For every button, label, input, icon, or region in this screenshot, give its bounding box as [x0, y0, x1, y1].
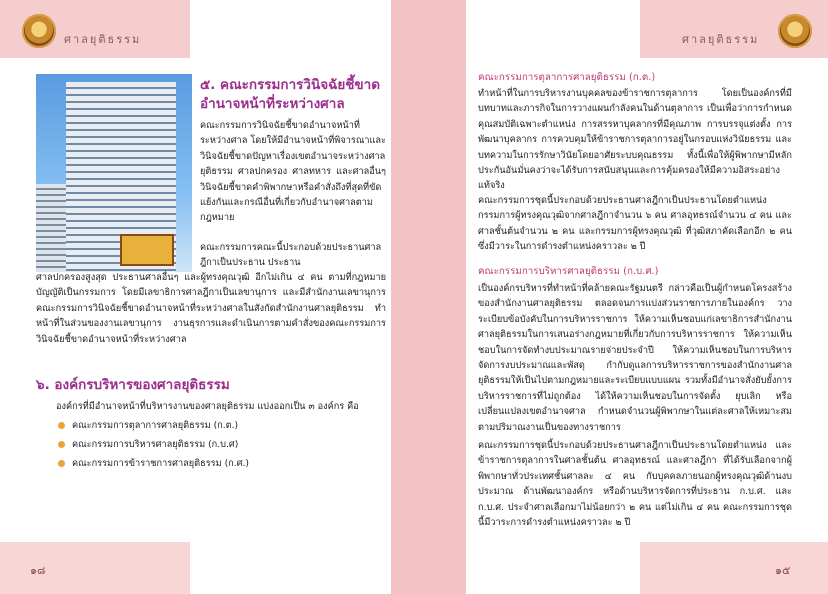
subsection-title-kbs: คณะกรรมการบริหารศาลยุติธรรม (ก.บ.ศ.): [478, 266, 659, 277]
brand-title-left: ศาลยุติธรรม: [64, 33, 142, 46]
footer-band-right: [640, 542, 828, 594]
gutter-left: [391, 0, 414, 594]
subsection-kbs-paragraph-1: เป็นองค์กรบริหารที่ทำหน้าที่คล้ายคณะรัฐมนตรี กล่าวคือเป็นผู้กำหนดโครงสร้างของสำนักงานศาลยุติธรรม ตลอดจนการแบ่งส่วนราชการภายในองค์กร วางระเบียบข้อบังคับในการบริหารราชการ ให้ความเห็นชอบแก่เลขาธิการสำนักงานศาลยุติธรรมในการเสนอร่างกฎหมายที่เกี่ยวกับการบริหารราชการ ให้ความเห็นชอบในการจัดทำงบประมาณรายจ่ายประจำปี ให้ความเห็นชอบในการบริหารจัดการงบประมาณและพัสดุ กำกับดูแลการบริหารราชการของสำนักงานศาลยุติธรรมให้เป็นไปตามกฎหมายและระเบียบแบบแผน รวมทั้งมีอำนาจสั่งยับยั้งการบริหารราชการที่ไม่ถูกต้อง ได้ให้ความเห็นชอบในการจัดตั้ง ยุบเลิก หรือเปลี่ยนแปลงเขตอำนาจศาล กำหนดจำนวนผู้พิพากษาในแต่ละศาลให้เหมาะสมตามปริมาณงานเป็นของทางราชการ: [478, 283, 792, 433]
bullet-icon: [58, 460, 65, 467]
subsection-kt-paragraph-2: คณะกรรมการชุดนี้ประกอบด้วยประธานศาลฎีกาเป็นประธานโดยตำแหน่ง กรรมการผู้ทรงคุณวุฒิจากศาลฎีกาจำนวน ๖ คน ศาลอุทธรณ์จำนวน ๔ คน และศาลชั้นต้นจำนวน ๒ คน และกรรมการผู้ทรงคุณวุฒิ ที่วุฒิสภาคัดเลือกอีก ๒ คน ซึ่งมีวาระในการดำรงตำแหน่งคราวละ ๒ ปี: [478, 195, 792, 253]
list-item: คณะกรรมการบริหารศาลยุติธรรม (ก.บ.ศ): [58, 435, 249, 454]
subsection-kt-paragraph-1: ทำหน้าที่ในการบริหารงานบุคคลของข้าราชการตุลาการ โดยเป็นองค์กรที่มีบทบาทและภารกิจในการวางแผนกำลังคนในด้านตุลาการ เป็นเพื่อว่าการกำหนดคุณสมบัติเฉพาะตำแหน่ง การสรรหาบุคลากรที่มีคุณภาพ การบรรจุแต่งตั้ง การพัฒนาบุคลากร การควบคุมให้ข้าราชการตุลาการอยู่ในกรอบแห่งวินัยธรรม และบทความในการรักษาวินัยโดยอาศัยระบบคุณธรรม ทั้งนี้เพื่อให้ผู้พิพากษามีหลักประกันอันมั่นคงว่าจะได้รับการสนับสนุนและการคุ้มครองให้มีความอิสระอย่างแท้จริง: [478, 88, 792, 192]
list-item: คณะกรรมการตุลาการศาลยุติธรรม (ก.ต.): [58, 416, 249, 435]
subsection-title-kt: คณะกรรมการตุลาการศาลยุติธรรม (ก.ต.): [478, 72, 656, 83]
subsection-kbs-paragraph-2: คณะกรรมการชุดนี้ประกอบด้วยประธานศาลฎีกาเป็นประธานโดยตำแหน่ง และข้าราชการตุลาการในศาลชั้นต้น ศาลอุทธรณ์ และศาลฎีกา ที่ได้รับเลือกจากผู้พิพากษาทั่วประเทศชั้นศาลละ ๔ คน กับบุคคลภายนอกผู้ทรงคุณวุฒิด้านงบประมาณ ด้านพัฒนาองค์กร หรือด้านบริหารจัดการที่ประธาน ก.บ.ศ. และ ก.บ.ศ. ประจำศาลเลือกมาไม่น้อยกว่า ๒ คน แต่ไม่เกิน ๔ คน คณะกรรมการชุดนี้มีวาระการดำรงตำแหน่งคราวละ ๒ ปี: [478, 440, 792, 529]
bullet-icon: [58, 422, 65, 429]
section6-title: ๖. องค์กรบริหารของศาลยุติธรรม: [36, 377, 230, 393]
footer-band-left: [0, 542, 190, 594]
list-item: คณะกรรมการข้าราชการศาลยุติธรรม (ก.ศ.): [58, 454, 249, 473]
court-seal-icon: [778, 14, 812, 48]
section5-paragraph-2b: ศาลปกครองสูงสุด ประธานศาลอื่นๆ และผู้ทรงคุณวุฒิ อีกไม่เกิน ๔ คน ตามที่กฎหมายบัญญัติเป็นกรรมการ โดยมีเลขาธิการศาลฎีกาเป็นเลขานุการ และมีสำนักงานเลขานุการคณะกรรมการวินิจฉัยชี้ขาดอำนาจหน้าที่ระหว่างศาลในสังกัดสำนักงานศาลยุติธรรม ทำหน้าที่ในส่วนของงานเลขานุการ งานธุรการและดำเนินการตามคำสั่งของคณะกรรมการวินิจฉัยชี้ขาดอำนาจหน้าที่ระหว่างศาล: [36, 272, 386, 345]
section6-intro: องค์กรที่มีอำนาจหน้าที่บริหารงานของศาลยุติธรรม แบ่งออกเป็น ๓ องค์กร คือ: [56, 401, 359, 412]
section5-paragraph-2a: คณะกรรมการคณะนี้ประกอบด้วยประธานศาลฎีกาเป็นประธาน ประธาน: [200, 242, 382, 269]
section5-title: ๕. คณะกรรมการวินิจฉัยชี้ขาด อำนาจหน้าที่ระหว่างศาล: [200, 77, 380, 112]
section6-list: [58, 416, 249, 473]
section5-paragraph-1: คณะกรรมการวินิจฉัยชี้ขาดอำนาจหน้าที่ระหว่างศาล โดยให้มีอำนาจหน้าที่พิจารณาและวินิจฉัยชี้ขาดปัญหาเรื่องเขตอำนาจระหว่างศาลยุติธรรม ศาลปกครอง ศาลทหาร และศาลอื่นๆ วินิจฉัยชี้ขาดคำพิพากษาหรือคำสั่งถึงที่สุดที่ขัดแย้งกันและกรณีอื่นที่เกี่ยวกับอำนาจศาลตามกฎหมาย: [200, 120, 386, 224]
court-seal-icon: [22, 14, 56, 48]
gutter-right: [414, 0, 466, 594]
page-number-right: ๑๕: [775, 564, 791, 577]
court-building-photo: [36, 74, 192, 272]
page-number-left: ๑๘: [30, 564, 46, 577]
brand-title-right: ศาลยุติธรรม: [682, 33, 760, 46]
bullet-icon: [58, 441, 65, 448]
